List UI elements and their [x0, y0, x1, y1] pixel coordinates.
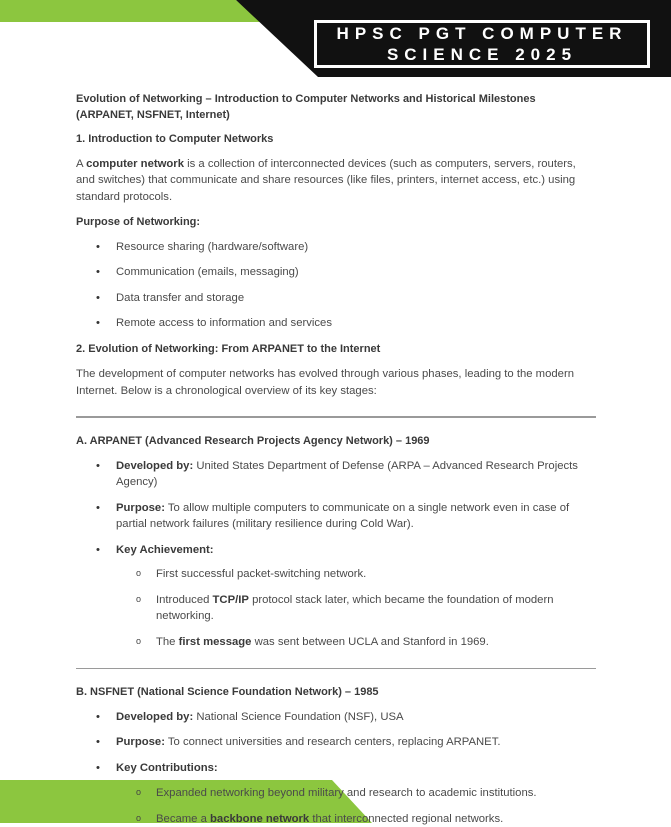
- section-1-paragraph: A computer network is a collection of interconnected devices (such as computers, servers, routers, and switches) that communicate and share resources (like files, printers, internet access, etc.) using standard protocols.: [76, 156, 596, 206]
- sub-list-item: o Introduced TCP/IP protocol stack later, which became the foundation of modern networking.: [76, 592, 596, 625]
- sub-list-item: o First successful packet-switching network.: [76, 566, 596, 583]
- purpose-heading: Purpose of Networking:: [76, 214, 596, 231]
- arpanet-heading: A. ARPANET (Advanced Research Projects Agency Network) – 1969: [76, 433, 596, 450]
- list-item: • Developed by: National Science Foundation (NSF), USA: [76, 709, 596, 726]
- list-item: • Purpose: To allow multiple computers to communicate on a single network even in case of partial network failures (military resilience during Cold War).: [76, 500, 596, 533]
- document-body: [76, 91, 596, 827]
- list-item: • Developed by: United States Department of Defense (ARPA – Advanced Research Projects Agency): [76, 458, 596, 491]
- term-computer-network: computer network: [86, 158, 184, 170]
- section-2-heading: 2. Evolution of Networking: From ARPANET to the Internet: [76, 341, 596, 358]
- sub-list-item: o The first message was sent between UCLA and Stanford in 1969.: [76, 634, 596, 651]
- list-item: • Resource sharing (hardware/software): [76, 239, 596, 256]
- list-item: • Data transfer and storage: [76, 290, 596, 307]
- sub-list-item: o Became a backbone network that interconnected regional networks.: [76, 811, 596, 827]
- document-title: Evolution of Networking – Introduction to Computer Networks and Historical Milestones (ARPANET, NSFNET, Internet): [76, 91, 596, 123]
- banner-line-1: HPSC PGT COMPUTER: [337, 23, 628, 44]
- list-item: • Communication (emails, messaging): [76, 264, 596, 281]
- sub-list-item: o Expanded networking beyond military and research to academic institutions.: [76, 785, 596, 802]
- divider: [76, 668, 596, 669]
- section-1-heading: 1. Introduction to Computer Networks: [76, 131, 596, 148]
- list-item: • Key Achievement:: [76, 542, 596, 559]
- divider: [76, 416, 596, 418]
- list-item: • Purpose: To connect universities and research centers, replacing ARPANET.: [76, 734, 596, 751]
- section-2-paragraph: The development of computer networks has evolved through various phases, leading to the modern Internet. Below is a chronological overview of its key stages:: [76, 366, 596, 399]
- list-item: • Key Contributions:: [76, 760, 596, 777]
- banner-line-2: SCIENCE 2025: [387, 44, 577, 65]
- list-item: • Remote access to information and services: [76, 315, 596, 332]
- title-banner: [314, 20, 650, 68]
- top-green-stripe: [0, 0, 262, 22]
- nsfnet-heading: B. NSFNET (National Science Foundation Network) – 1985: [76, 684, 596, 701]
